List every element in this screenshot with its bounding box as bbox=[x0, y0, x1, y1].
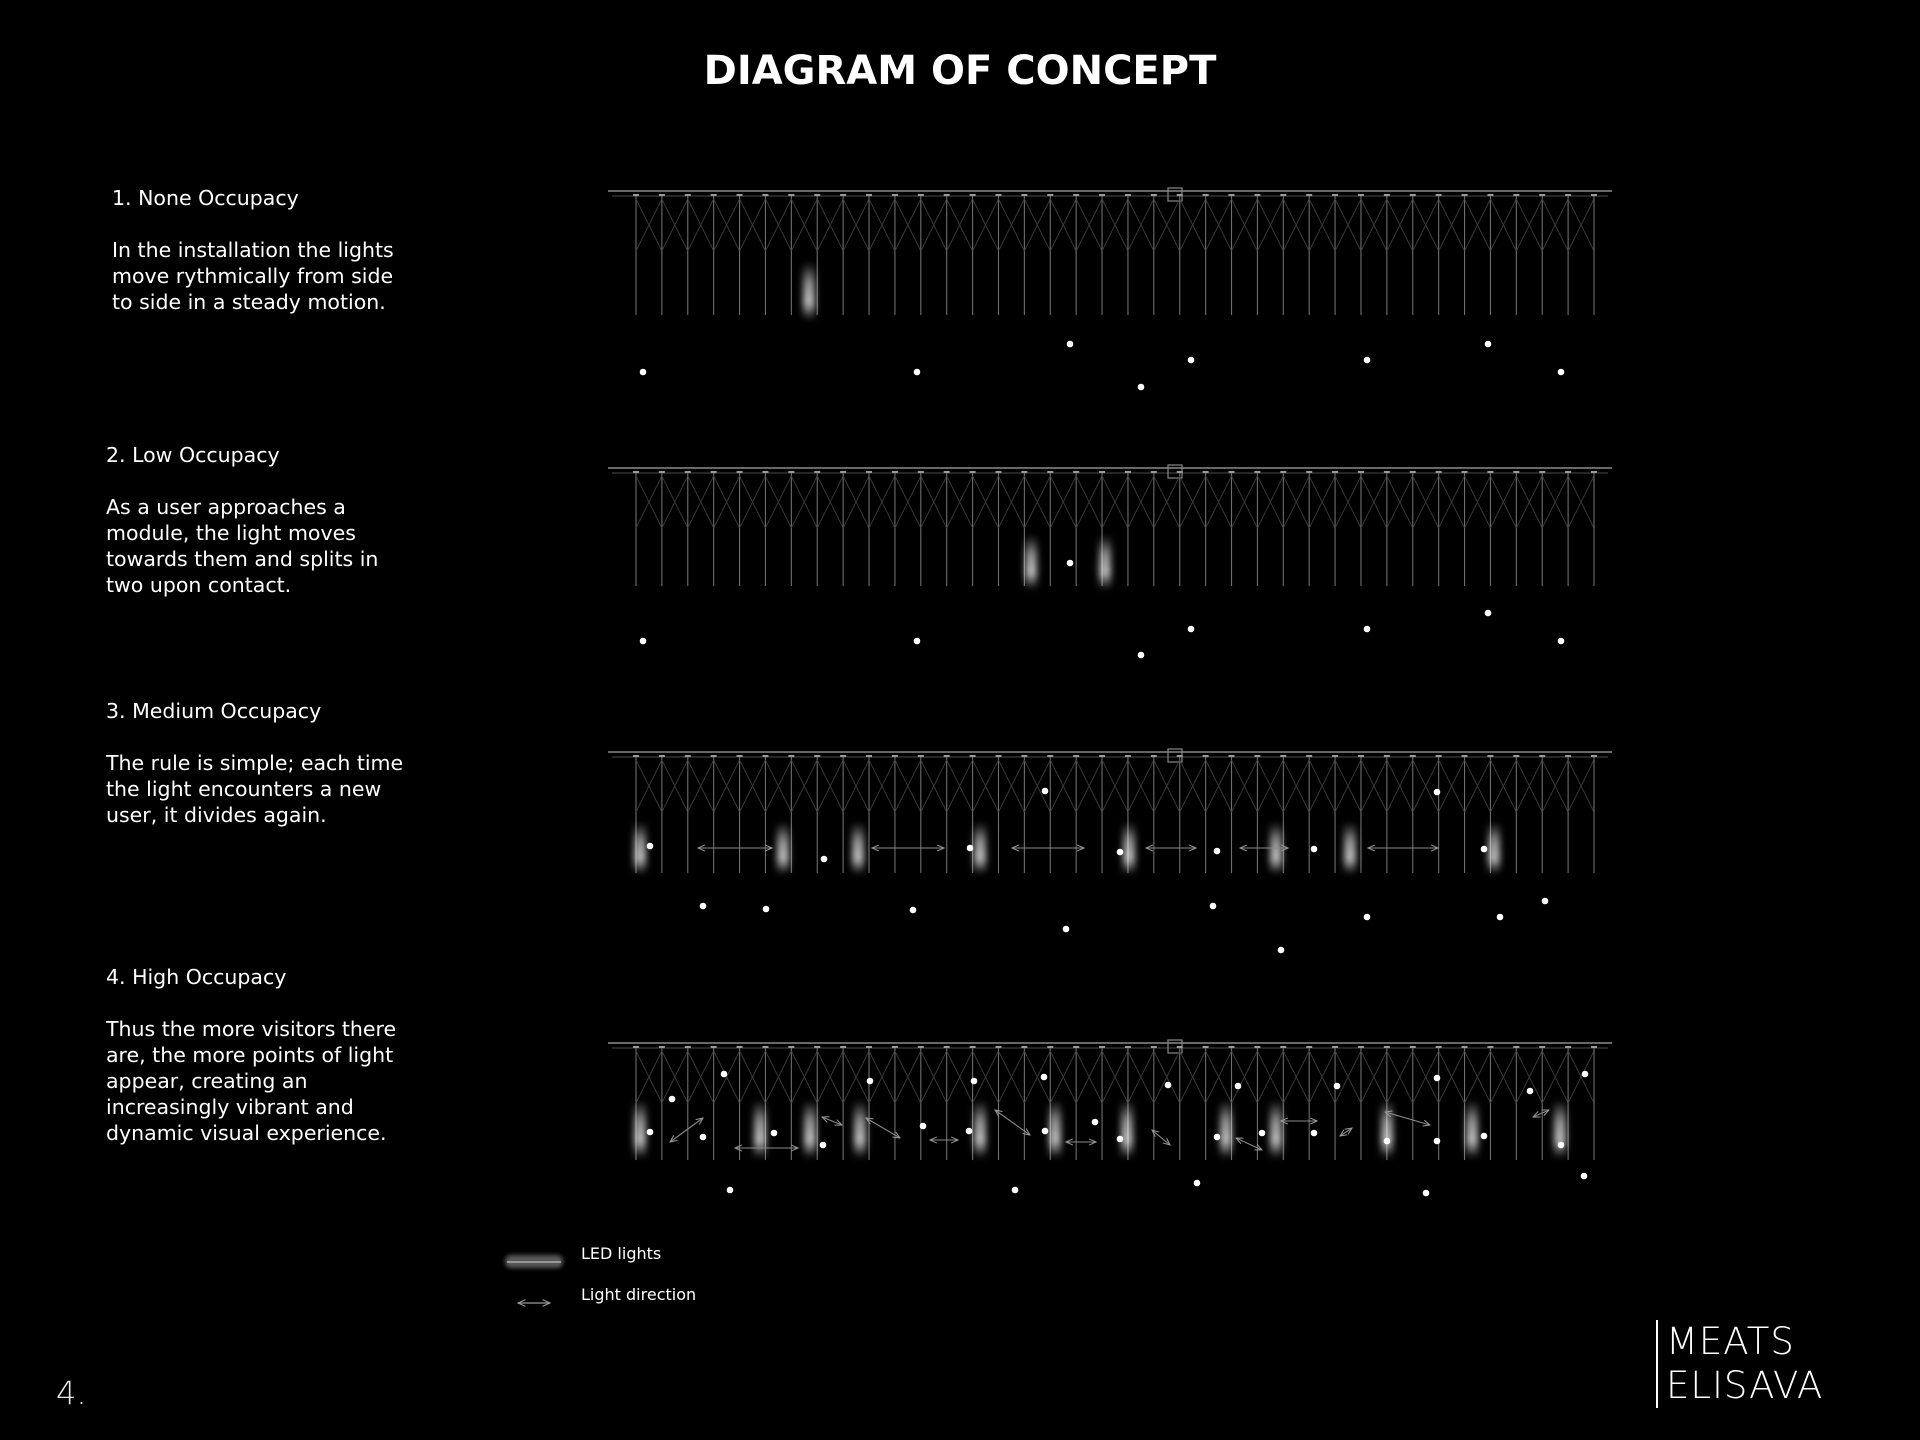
cross-brace bbox=[1128, 476, 1154, 528]
light-direction-arrow bbox=[822, 1117, 842, 1125]
cross-brace bbox=[1102, 760, 1128, 812]
diagram-low-occupancy bbox=[608, 465, 1612, 658]
cross-brace bbox=[1154, 476, 1180, 528]
cross-brace bbox=[688, 1051, 714, 1103]
cross-brace bbox=[765, 1051, 791, 1103]
cross-brace bbox=[1309, 1051, 1335, 1103]
cross-brace bbox=[1490, 476, 1516, 528]
installation-structure bbox=[608, 749, 1612, 873]
person-dot bbox=[867, 1078, 874, 1085]
cross-brace bbox=[1180, 760, 1206, 812]
person-dot bbox=[1334, 1083, 1341, 1090]
person-dot bbox=[1485, 610, 1492, 617]
person-dot bbox=[1582, 1071, 1589, 1078]
cross-brace bbox=[1542, 476, 1568, 528]
person-dot bbox=[910, 907, 917, 914]
cross-brace bbox=[973, 199, 999, 251]
cross-brace bbox=[714, 199, 740, 251]
person-dot bbox=[1434, 1138, 1441, 1145]
person-dot bbox=[1581, 1173, 1588, 1180]
cross-brace bbox=[1232, 1051, 1258, 1103]
cross-brace bbox=[1516, 760, 1542, 812]
person-dot bbox=[1481, 1133, 1488, 1140]
cross-brace bbox=[740, 476, 766, 528]
cross-brace bbox=[740, 1051, 766, 1103]
cross-brace bbox=[791, 760, 817, 812]
cross-brace bbox=[998, 760, 1024, 812]
led-light-glow bbox=[777, 822, 789, 874]
cross-brace bbox=[1568, 760, 1594, 812]
cross-brace bbox=[1050, 760, 1076, 812]
cross-brace bbox=[921, 1051, 947, 1103]
cross-brace bbox=[1102, 476, 1128, 528]
person-dot bbox=[1542, 898, 1549, 905]
led-light-glow bbox=[974, 822, 986, 874]
cross-brace bbox=[765, 760, 791, 812]
led-light-glow bbox=[634, 1100, 646, 1158]
stage-3-body: The rule is simple; each time the light encounters a new user, it divides again. bbox=[106, 751, 404, 827]
cross-brace bbox=[636, 476, 662, 528]
cross-brace bbox=[1232, 760, 1258, 812]
person-dot bbox=[820, 1142, 827, 1149]
person-dot bbox=[1138, 652, 1145, 659]
cross-brace bbox=[1024, 476, 1050, 528]
cross-brace bbox=[1387, 1051, 1413, 1103]
light-direction-arrow bbox=[670, 1118, 703, 1142]
person-dot bbox=[1364, 626, 1371, 633]
cross-brace bbox=[1154, 1051, 1180, 1103]
person-dot bbox=[669, 1096, 676, 1103]
cross-brace bbox=[998, 476, 1024, 528]
person-dot bbox=[1364, 914, 1371, 921]
cross-brace bbox=[1309, 476, 1335, 528]
cross-brace bbox=[1361, 760, 1387, 812]
stage-4-heading: 4. High Occupacy bbox=[106, 965, 287, 989]
person-dot bbox=[647, 1129, 654, 1136]
cross-brace bbox=[1490, 1051, 1516, 1103]
led-light-legend-icon bbox=[505, 1255, 563, 1268]
person-dot bbox=[966, 1128, 973, 1135]
person-dot bbox=[640, 369, 647, 376]
cross-brace bbox=[1465, 760, 1491, 812]
led-light-glow bbox=[1344, 822, 1356, 874]
cross-brace bbox=[791, 199, 817, 251]
person-dot bbox=[1138, 384, 1145, 391]
diagram-high-occupancy bbox=[608, 1040, 1612, 1196]
cross-brace bbox=[947, 199, 973, 251]
cross-brace bbox=[1439, 476, 1465, 528]
cross-brace bbox=[1076, 199, 1102, 251]
cross-brace bbox=[714, 760, 740, 812]
cross-brace bbox=[1568, 476, 1594, 528]
led-light-glow bbox=[1554, 1100, 1566, 1158]
cross-brace bbox=[1076, 1051, 1102, 1103]
cross-brace bbox=[947, 760, 973, 812]
cross-brace bbox=[1413, 760, 1439, 812]
cross-brace bbox=[895, 476, 921, 528]
person-dot bbox=[1214, 1134, 1221, 1141]
person-dot bbox=[1527, 1088, 1534, 1095]
led-light-glow bbox=[803, 262, 815, 320]
cross-brace bbox=[1180, 476, 1206, 528]
cross-brace bbox=[869, 199, 895, 251]
cross-brace bbox=[1568, 1051, 1594, 1103]
cross-brace bbox=[688, 476, 714, 528]
cross-brace bbox=[1154, 760, 1180, 812]
person-dot bbox=[700, 1134, 707, 1141]
person-dot bbox=[1384, 1138, 1391, 1145]
cross-brace bbox=[714, 476, 740, 528]
person-dot bbox=[771, 1130, 778, 1137]
person-dot bbox=[1042, 1128, 1049, 1135]
cross-brace bbox=[1206, 476, 1232, 528]
legend-direction-label: Light direction bbox=[581, 1284, 697, 1304]
cross-brace bbox=[1180, 1051, 1206, 1103]
led-light-glow bbox=[974, 1100, 986, 1158]
cross-brace bbox=[1076, 760, 1102, 812]
page-number: 4. bbox=[56, 1374, 87, 1412]
person-dot bbox=[1434, 1075, 1441, 1082]
cross-brace bbox=[1335, 476, 1361, 528]
cross-brace bbox=[662, 199, 688, 251]
cross-brace bbox=[817, 760, 843, 812]
cross-brace bbox=[1335, 1051, 1361, 1103]
person-dot bbox=[1278, 947, 1285, 954]
cross-brace bbox=[1257, 476, 1283, 528]
person-dot bbox=[721, 1071, 728, 1078]
cross-brace bbox=[1516, 199, 1542, 251]
person-dot bbox=[1012, 1187, 1019, 1194]
person-dot bbox=[1188, 626, 1195, 633]
stage-1-heading: 1. None Occupacy bbox=[112, 186, 299, 210]
led-light-glow bbox=[1025, 535, 1037, 589]
led-light-glow bbox=[804, 1100, 816, 1158]
person-dot bbox=[1558, 638, 1565, 645]
person-dot bbox=[1188, 357, 1195, 364]
person-dot bbox=[967, 845, 974, 852]
person-dot bbox=[1311, 1130, 1318, 1137]
person-dot bbox=[1063, 926, 1070, 933]
cross-brace bbox=[998, 1051, 1024, 1103]
cross-brace bbox=[973, 476, 999, 528]
cross-brace bbox=[1257, 1051, 1283, 1103]
cross-brace bbox=[1154, 199, 1180, 251]
cross-brace bbox=[1361, 476, 1387, 528]
led-light-glow bbox=[1099, 535, 1111, 589]
person-dot bbox=[1067, 341, 1074, 348]
cross-brace bbox=[1128, 199, 1154, 251]
cross-brace bbox=[947, 476, 973, 528]
stage-3-heading: 3. Medium Occupacy bbox=[106, 699, 322, 723]
person-dot bbox=[1117, 849, 1124, 856]
cross-brace bbox=[1206, 199, 1232, 251]
person-dot bbox=[1117, 1136, 1124, 1143]
led-light-glow bbox=[634, 822, 646, 874]
cross-brace bbox=[921, 476, 947, 528]
person-dot bbox=[727, 1187, 734, 1194]
person-dot bbox=[971, 1078, 978, 1085]
light-direction-arrow bbox=[1152, 1130, 1170, 1145]
cross-brace bbox=[714, 1051, 740, 1103]
brand-logo bbox=[1656, 1320, 1823, 1408]
person-dot bbox=[1067, 560, 1074, 567]
cross-brace bbox=[1232, 199, 1258, 251]
cross-brace bbox=[843, 476, 869, 528]
person-dot bbox=[1485, 341, 1492, 348]
cross-brace bbox=[1490, 760, 1516, 812]
person-dot bbox=[1364, 357, 1371, 364]
cross-brace bbox=[1439, 1051, 1465, 1103]
led-light-glow bbox=[1488, 822, 1500, 874]
brand-line-2: ELISAVA bbox=[1666, 1364, 1824, 1407]
person-dot bbox=[700, 903, 707, 910]
person-dot bbox=[914, 369, 921, 376]
person-dot bbox=[1042, 788, 1049, 795]
led-light-glow bbox=[1123, 822, 1135, 874]
diagram-medium-occupancy bbox=[608, 749, 1612, 953]
cross-brace bbox=[843, 760, 869, 812]
cross-brace bbox=[1024, 760, 1050, 812]
cross-brace bbox=[1128, 760, 1154, 812]
page-title: DIAGRAM OF CONCEPT bbox=[703, 48, 1217, 94]
cross-brace bbox=[1516, 476, 1542, 528]
legend-led-label: LED lights bbox=[581, 1243, 662, 1263]
cross-brace bbox=[1232, 476, 1258, 528]
cross-brace bbox=[1439, 760, 1465, 812]
cross-brace bbox=[1283, 476, 1309, 528]
cross-brace bbox=[1335, 760, 1361, 812]
person-dot bbox=[1481, 846, 1488, 853]
person-dot bbox=[1423, 1190, 1430, 1197]
cross-brace bbox=[1309, 760, 1335, 812]
cross-brace bbox=[1050, 476, 1076, 528]
cross-brace bbox=[636, 760, 662, 812]
person-dot bbox=[1311, 846, 1318, 853]
cross-brace bbox=[998, 199, 1024, 251]
cross-brace bbox=[1335, 199, 1361, 251]
light-direction-arrow bbox=[1533, 1110, 1549, 1117]
led-light-glow bbox=[1270, 1100, 1282, 1158]
brand-line-1: MEATS bbox=[1666, 1320, 1795, 1363]
light-direction-arrow bbox=[1236, 1138, 1262, 1150]
cross-brace bbox=[688, 199, 714, 251]
cross-brace bbox=[843, 199, 869, 251]
stage-4-body: Thus the more visitors there are, the more points of light appear, creating an increasingly vibrant and dynamic visual experience. bbox=[106, 1017, 397, 1145]
cross-brace bbox=[636, 1051, 662, 1103]
person-dot bbox=[1194, 1180, 1201, 1187]
cross-brace bbox=[1387, 476, 1413, 528]
person-dot bbox=[1235, 1083, 1242, 1090]
cross-brace bbox=[740, 760, 766, 812]
cross-brace bbox=[1465, 199, 1491, 251]
led-light-glow bbox=[854, 1100, 866, 1158]
stage-2-heading: 2. Low Occupacy bbox=[106, 443, 280, 467]
cross-brace bbox=[765, 476, 791, 528]
cross-brace bbox=[895, 1051, 921, 1103]
cross-brace bbox=[1050, 1051, 1076, 1103]
cross-brace bbox=[895, 199, 921, 251]
cross-brace bbox=[1180, 199, 1206, 251]
person-dot bbox=[914, 638, 921, 645]
led-light-glow bbox=[1466, 1100, 1478, 1158]
cross-brace bbox=[869, 476, 895, 528]
cross-brace bbox=[973, 1051, 999, 1103]
cross-brace bbox=[1283, 1051, 1309, 1103]
cross-brace bbox=[843, 1051, 869, 1103]
led-light-glow bbox=[754, 1100, 766, 1158]
person-dot bbox=[647, 843, 654, 850]
cross-brace bbox=[1024, 199, 1050, 251]
legend-icons bbox=[505, 1255, 563, 1303]
person-dot bbox=[1214, 848, 1221, 855]
cross-brace bbox=[791, 476, 817, 528]
person-dot bbox=[1259, 1130, 1266, 1137]
cross-brace bbox=[662, 476, 688, 528]
cross-brace bbox=[1542, 199, 1568, 251]
cross-brace bbox=[688, 760, 714, 812]
cross-brace bbox=[1465, 1051, 1491, 1103]
person-dot bbox=[1210, 903, 1217, 910]
cross-brace bbox=[1542, 760, 1568, 812]
led-light-glow bbox=[1121, 1100, 1133, 1158]
cross-brace bbox=[895, 760, 921, 812]
cross-brace bbox=[1309, 199, 1335, 251]
person-dot bbox=[1558, 1142, 1565, 1149]
cross-brace bbox=[869, 1051, 895, 1103]
led-light-glow bbox=[1049, 1100, 1061, 1158]
cross-brace bbox=[1465, 476, 1491, 528]
led-light-glow bbox=[852, 822, 864, 874]
cross-brace bbox=[1128, 1051, 1154, 1103]
person-dot bbox=[1041, 1074, 1048, 1081]
cross-brace bbox=[1516, 1051, 1542, 1103]
cross-brace bbox=[1490, 199, 1516, 251]
cross-brace bbox=[1050, 199, 1076, 251]
cross-brace bbox=[1257, 199, 1283, 251]
led-light-glow bbox=[1381, 1100, 1393, 1158]
cross-brace bbox=[1439, 199, 1465, 251]
cross-brace bbox=[740, 199, 766, 251]
cross-brace bbox=[662, 1051, 688, 1103]
led-light-glow bbox=[1220, 1100, 1232, 1158]
cross-brace bbox=[1206, 1051, 1232, 1103]
cross-brace bbox=[921, 199, 947, 251]
person-dot bbox=[640, 638, 647, 645]
cross-brace bbox=[1387, 199, 1413, 251]
person-dot bbox=[1165, 1082, 1172, 1089]
cross-brace bbox=[662, 760, 688, 812]
light-direction-arrow bbox=[1340, 1128, 1352, 1136]
cross-brace bbox=[1076, 476, 1102, 528]
stage-1-body: In the installation the lights move rythmically from side to side in a steady motion. bbox=[112, 238, 394, 314]
person-dot bbox=[920, 1123, 927, 1130]
cross-brace bbox=[1361, 1051, 1387, 1103]
cross-brace bbox=[791, 1051, 817, 1103]
cross-brace bbox=[817, 1051, 843, 1103]
person-dot bbox=[821, 856, 828, 863]
cross-brace bbox=[973, 760, 999, 812]
cross-brace bbox=[1206, 760, 1232, 812]
cross-brace bbox=[1568, 199, 1594, 251]
cross-brace bbox=[817, 476, 843, 528]
cross-brace bbox=[921, 760, 947, 812]
cross-brace bbox=[636, 199, 662, 251]
cross-brace bbox=[1413, 199, 1439, 251]
diagram-none-occupancy bbox=[608, 188, 1612, 390]
cross-brace bbox=[1387, 760, 1413, 812]
cross-brace bbox=[1102, 1051, 1128, 1103]
cross-brace bbox=[817, 199, 843, 251]
person-dot bbox=[1497, 914, 1504, 921]
person-dot bbox=[1558, 369, 1565, 376]
cross-brace bbox=[1283, 760, 1309, 812]
cross-brace bbox=[869, 760, 895, 812]
person-dot bbox=[1092, 1119, 1099, 1126]
person-dot bbox=[763, 906, 770, 913]
stage-2-body: As a user approaches a module, the light moves towards them and splits in two upon contact. bbox=[106, 495, 379, 597]
cross-brace bbox=[765, 199, 791, 251]
person-dot bbox=[1434, 789, 1441, 796]
cross-brace bbox=[1413, 476, 1439, 528]
installation-structure bbox=[608, 188, 1612, 315]
cross-brace bbox=[1283, 199, 1309, 251]
cross-brace bbox=[1542, 1051, 1568, 1103]
cross-brace bbox=[1102, 199, 1128, 251]
cross-brace bbox=[1361, 199, 1387, 251]
cross-brace bbox=[947, 1051, 973, 1103]
cross-brace bbox=[1257, 760, 1283, 812]
